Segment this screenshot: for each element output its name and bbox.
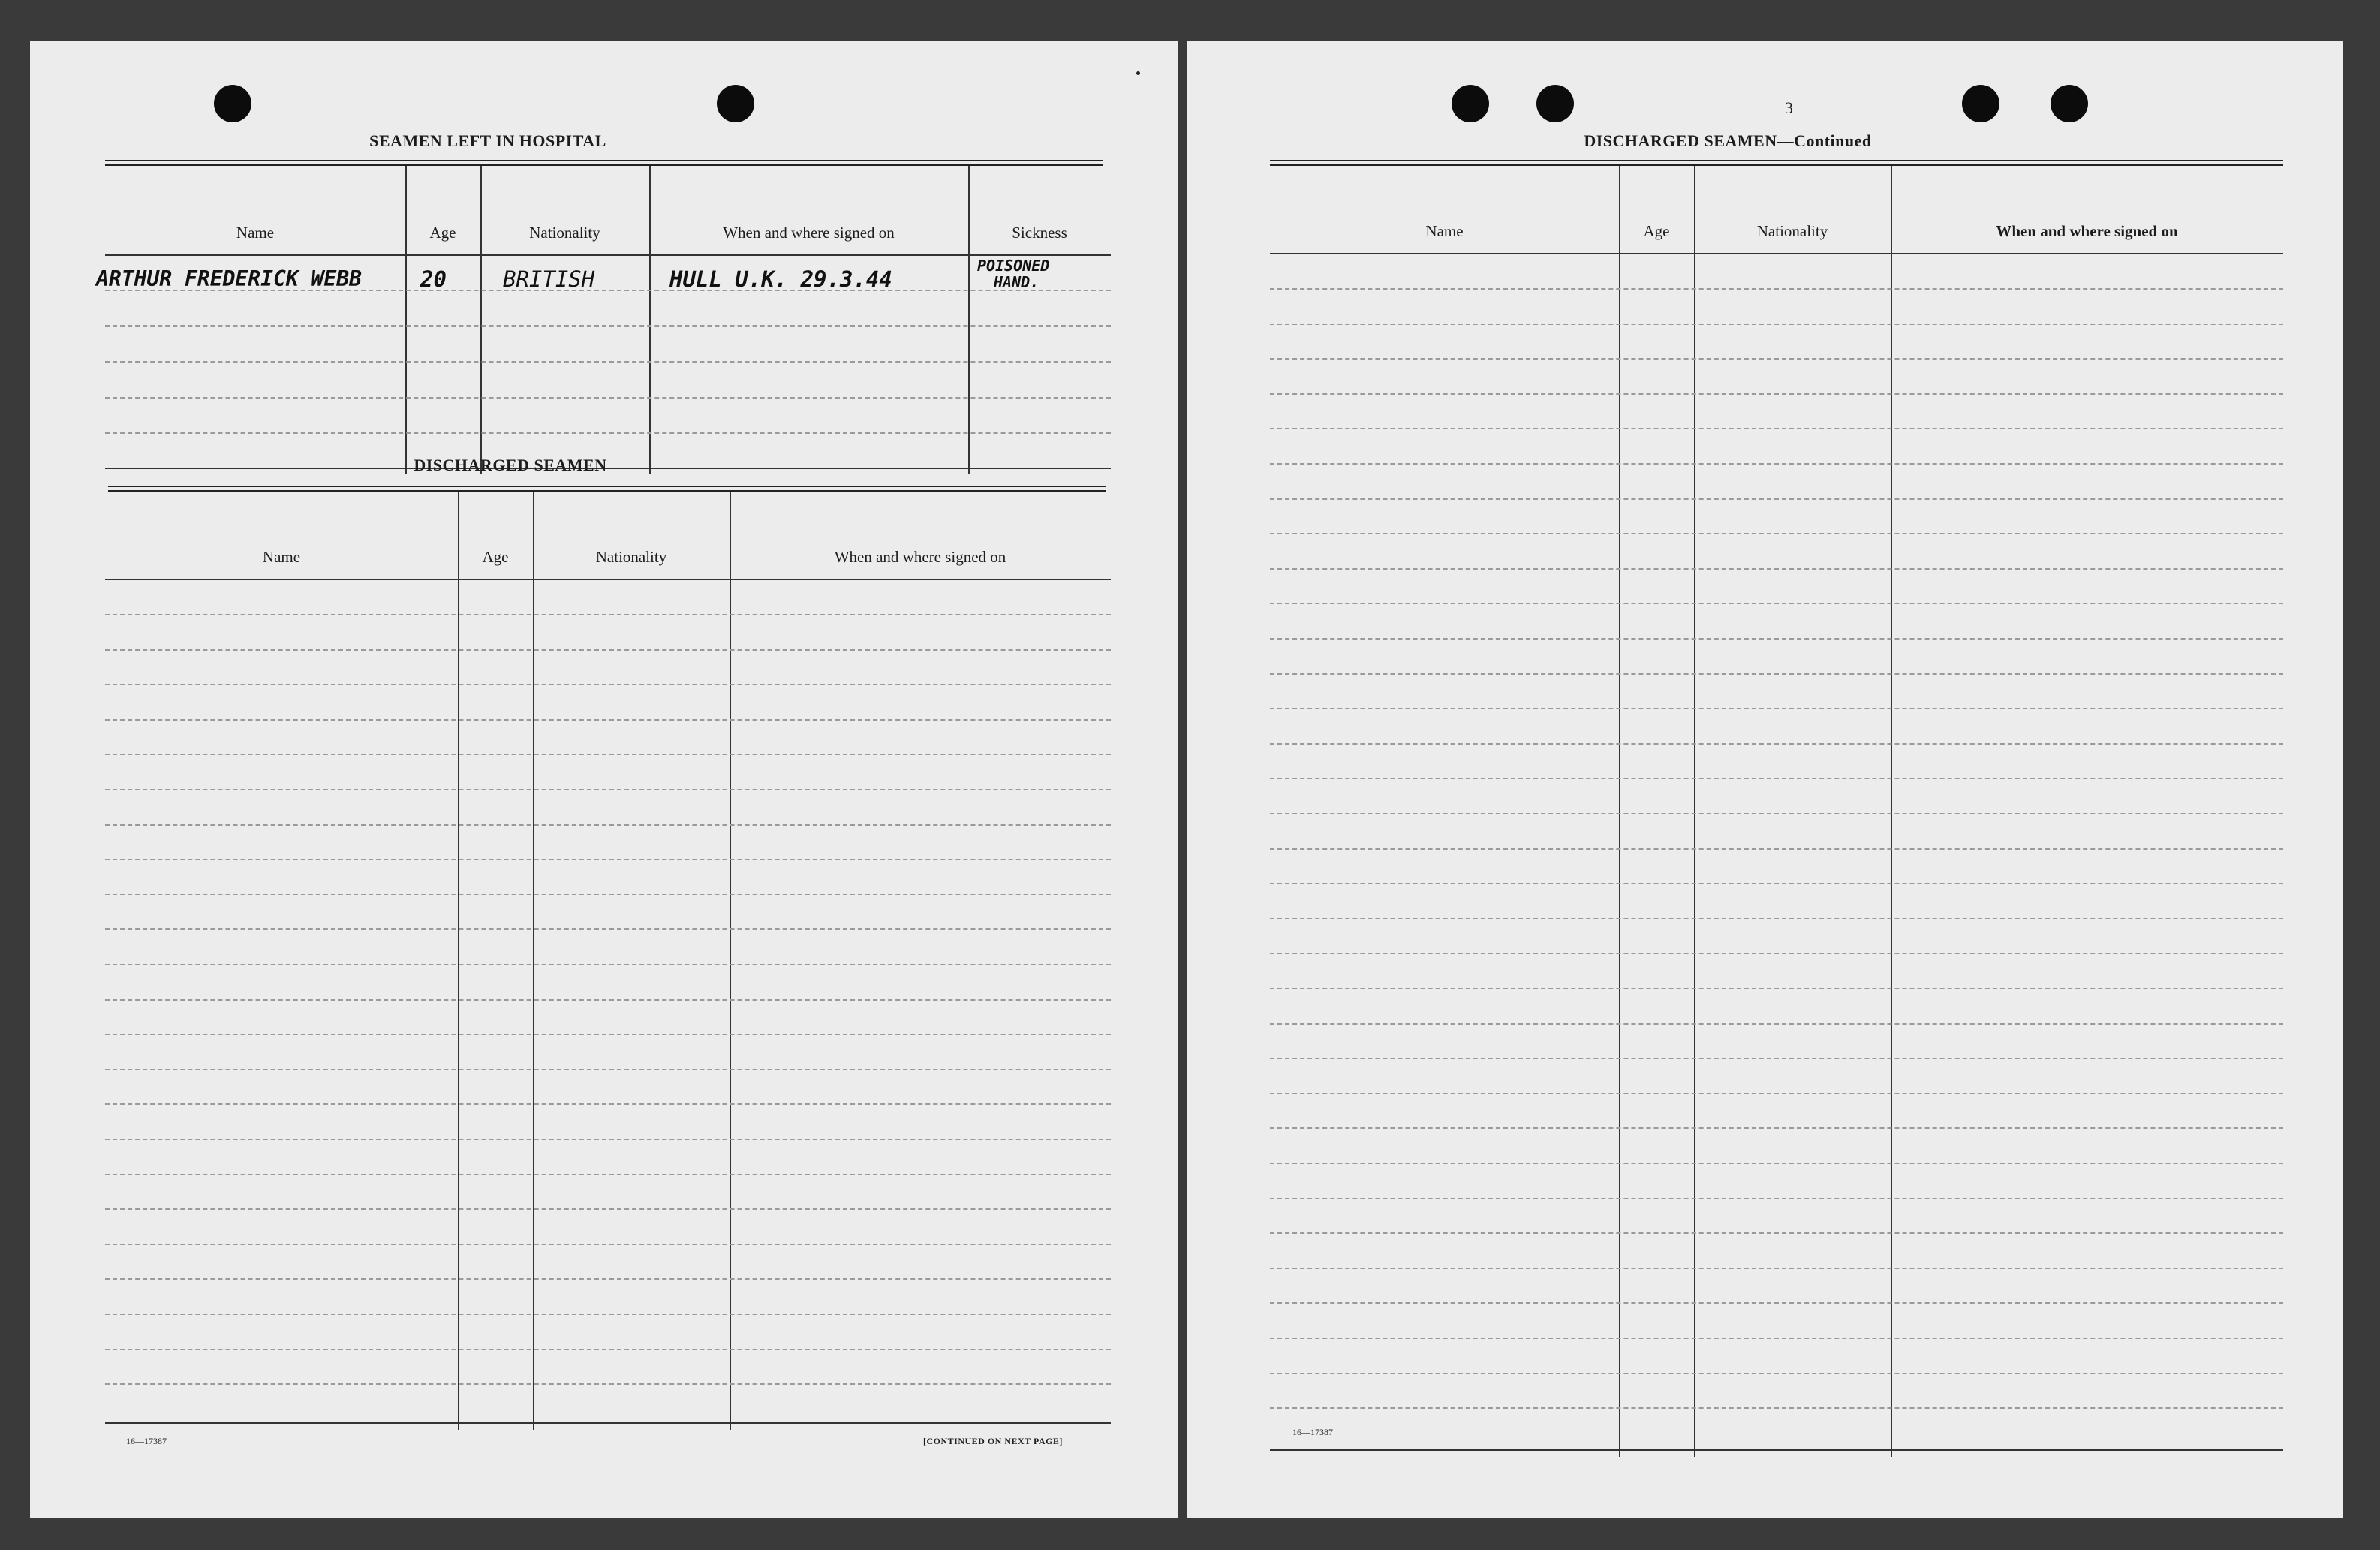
punch-hole — [1536, 85, 1574, 122]
column-divider — [730, 492, 731, 1430]
page-number: 3 — [1785, 98, 1793, 117]
column-divider — [968, 166, 970, 474]
entry-line — [105, 1034, 1111, 1035]
column-header-nationality: Nationality — [529, 224, 600, 242]
entry-line — [105, 1244, 1111, 1245]
handwritten-seaman-name: ARTHUR FREDERICK WEBB — [96, 266, 363, 291]
column-header-name: Name — [1425, 222, 1464, 240]
entry-line — [105, 754, 1111, 755]
entry-line — [105, 999, 1111, 1001]
column-divider — [1694, 166, 1695, 1457]
column-header-age: Age — [1643, 222, 1670, 240]
column-header-signed-on: When and where signed on — [723, 224, 895, 242]
form-number: 16—17387 — [1292, 1427, 1333, 1437]
column-divider — [405, 166, 407, 474]
column-divider — [649, 166, 651, 474]
title-bold: DISCHARGED SEAMEN — [1584, 131, 1777, 150]
entry-line — [105, 325, 1111, 327]
entry-line — [1270, 393, 2283, 395]
entry-line — [105, 1314, 1111, 1315]
entry-line — [1270, 988, 2283, 989]
entry-line — [1270, 743, 2283, 745]
entry-line — [105, 397, 1111, 399]
table-bottom-rule — [1270, 1449, 2283, 1451]
punch-hole — [2051, 85, 2088, 122]
entry-line — [1270, 1338, 2283, 1339]
title-suffix: —Continued — [1777, 131, 1872, 150]
entry-line — [1270, 848, 2283, 850]
entry-line — [1270, 778, 2283, 779]
handwritten-sickness-line2: HAND. — [994, 273, 1040, 291]
entry-line — [105, 859, 1111, 860]
discharged-top-rule — [108, 486, 1106, 492]
header-rule — [1270, 253, 2283, 254]
form-number: 16—17387 — [126, 1436, 167, 1446]
entry-line — [1270, 1407, 2283, 1409]
entry-line — [105, 928, 1111, 930]
entry-line — [105, 824, 1111, 826]
column-divider — [533, 492, 534, 1430]
entry-line — [1270, 1302, 2283, 1304]
column-header-age: Age — [482, 548, 509, 566]
entry-line — [1270, 533, 2283, 534]
entry-line — [1270, 953, 2283, 954]
column-header-signed-on: When and where signed on — [1996, 222, 2178, 240]
punch-hole — [717, 85, 754, 122]
entry-line — [105, 894, 1111, 895]
entry-line — [105, 719, 1111, 721]
column-divider — [458, 492, 459, 1430]
discharged-table — [105, 492, 1111, 1430]
column-divider — [480, 166, 482, 474]
discharged-section-title: DISCHARGED SEAMEN — [414, 456, 607, 474]
entry-line — [105, 964, 1111, 965]
entry-line — [105, 361, 1111, 363]
entry-line — [1270, 1198, 2283, 1199]
column-header-sickness: Sickness — [1012, 224, 1067, 242]
entry-line — [1270, 1093, 2283, 1094]
punch-hole — [1452, 85, 1489, 122]
left-page — [30, 41, 1178, 1518]
column-divider — [1891, 166, 1892, 1457]
entry-line — [1270, 288, 2283, 290]
right-top-rule — [1270, 160, 2283, 166]
entry-line — [1270, 463, 2283, 465]
column-header-nationality: Nationality — [1756, 222, 1828, 240]
speck — [1136, 71, 1140, 75]
discharged-continued-table — [1270, 166, 2283, 1457]
entry-line — [105, 614, 1111, 615]
continued-note: [CONTINUED ON NEXT PAGE] — [923, 1436, 1063, 1446]
handwritten-nationality: BRITISH — [503, 266, 595, 292]
discharged-continued-title — [1518, 131, 1938, 151]
table-bottom-rule — [105, 1422, 1111, 1424]
entry-line — [105, 1103, 1111, 1105]
entry-line — [105, 432, 1111, 434]
entry-line — [1270, 918, 2283, 919]
entry-line — [1270, 1163, 2283, 1164]
entry-line — [1270, 428, 2283, 429]
column-header-name: Name — [236, 224, 275, 242]
column-header-name: Name — [262, 548, 301, 566]
entry-line — [1270, 1373, 2283, 1374]
entry-line — [105, 649, 1111, 651]
entry-line — [1270, 568, 2283, 570]
header-rule — [105, 579, 1111, 580]
right-page — [1187, 41, 2343, 1518]
header-rule — [105, 254, 1111, 256]
entry-line — [105, 1139, 1111, 1140]
entry-line — [105, 1383, 1111, 1385]
entry-line — [1270, 358, 2283, 360]
column-header-signed-on: When and where signed on — [834, 548, 1006, 566]
punch-hole — [1962, 85, 1999, 122]
entry-line — [1270, 813, 2283, 814]
entry-line — [1270, 603, 2283, 604]
entry-line — [1270, 498, 2283, 500]
handwritten-sickness-line1: POISONED — [977, 257, 1050, 275]
entry-line — [1270, 1268, 2283, 1269]
entry-line — [1270, 638, 2283, 640]
entry-line — [105, 684, 1111, 685]
hospital-top-rule — [105, 160, 1103, 166]
column-divider — [1619, 166, 1620, 1457]
entry-line — [1270, 1127, 2283, 1129]
entry-line — [105, 1069, 1111, 1070]
entry-line — [1270, 1058, 2283, 1059]
entry-line — [105, 1174, 1111, 1175]
entry-line — [1270, 1232, 2283, 1234]
punch-hole — [214, 85, 251, 122]
entry-line — [1270, 324, 2283, 325]
entry-line — [105, 789, 1111, 790]
hospital-section-title: SEAMEN LEFT IN HOSPITAL — [369, 131, 606, 150]
entry-line — [1270, 883, 2283, 884]
entry-line — [105, 1278, 1111, 1280]
column-header-age: Age — [429, 224, 456, 242]
entry-line — [105, 1349, 1111, 1350]
entry-line — [1270, 673, 2283, 675]
entry-line — [1270, 708, 2283, 709]
entry-line — [1270, 1023, 2283, 1025]
handwritten-age: 20 — [420, 266, 447, 292]
hospital-table — [96, 166, 1111, 474]
column-header-nationality: Nationality — [595, 548, 667, 566]
entry-line — [105, 1208, 1111, 1210]
handwritten-signed-on: HULL U.K. 29.3.44 — [669, 266, 892, 292]
